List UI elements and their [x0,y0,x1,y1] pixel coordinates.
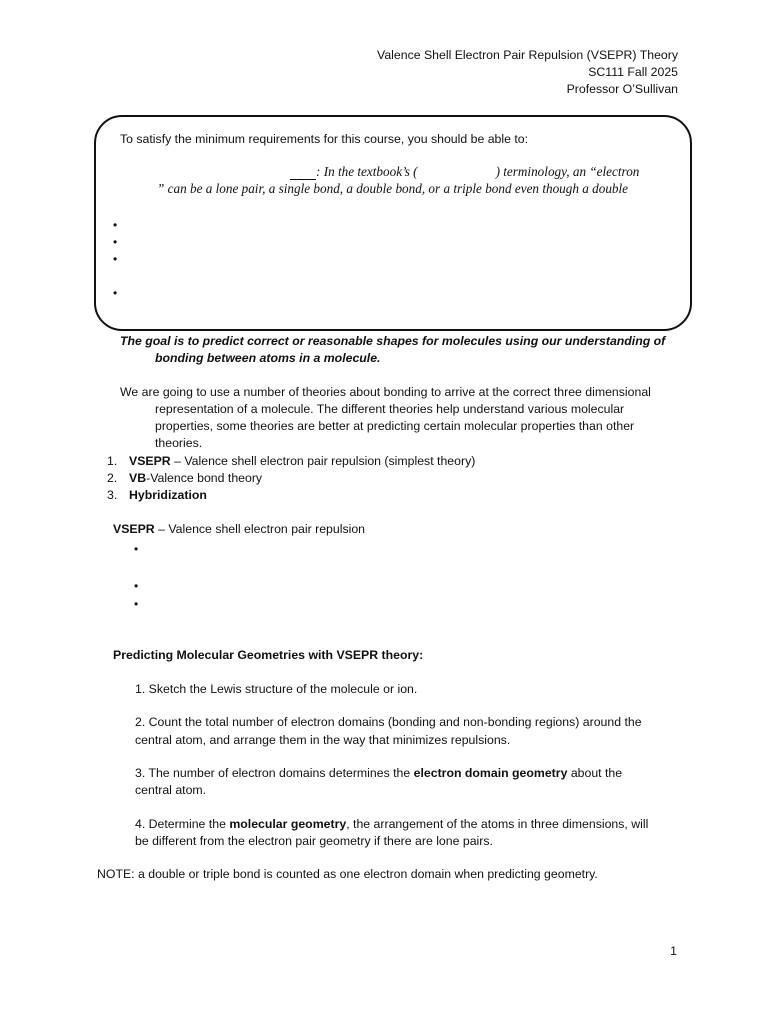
theories-line-4: theories. [155,436,203,450]
theory-item-number: 3. [107,488,118,502]
theories-line-2: representation of a molecule. The different theories help understand various molecular [155,402,625,416]
step-4-text-a: 4. Determine the [135,817,230,831]
step-3-bold: electron domain geometry [413,766,568,780]
step-3-line-1 [135,766,622,780]
step-4-line-1 [135,817,648,831]
vsepr-bullet-3: • [134,597,139,611]
step-4-line-2: be different from the electron pair geometry if there are lone pairs. [135,834,493,848]
vsepr-heading [113,522,365,536]
vsepr-desc: – Valence shell electron pair repulsion [154,522,366,536]
theory-item-number: 1. [107,454,118,468]
predicting-heading: Predicting Molecular Geometries with VSEPR theory: [113,648,424,662]
theories-line-1: We are going to use a number of theories about bonding to arrive at the correct three dimensional [120,385,651,399]
step-2-line-2: central atom, and arrange them in the way that minimizes repulsions. [135,733,511,747]
objective-bullet-1: • [113,218,118,232]
objective-bullet-3: • [113,252,118,266]
header-course: SC111 Fall 2025 [588,65,678,79]
goal-line-1: The goal is to predict correct or reasonable shapes for molecules using our understanding of [120,334,666,348]
theory-item-term: VB [129,471,147,485]
textbook-line-2: ” can be a lone pair, a single bond, a double bond, or a triple bond even though a double [157,181,629,196]
objective-bullet-2: • [113,235,118,249]
goal-line-2: bonding between atoms in a molecule. [155,351,381,365]
step-3-line-2: central atom. [135,783,207,797]
step-3-text-b: about the [567,766,623,780]
step-3-text-a: 3. The number of electron domains determines the [135,766,414,780]
objective-bullet-4: • [113,286,118,300]
theory-item-desc: -Valence bond theory [146,471,263,485]
theory-item-term: Hybridization [129,488,207,502]
header-title: Valence Shell Electron Pair Repulsion (VSEPR) Theory [377,48,678,62]
page-number: 1 [670,944,677,958]
theory-item-1 [107,454,475,468]
vsepr-bullet-1: • [134,542,139,556]
textbook-line-1 [290,164,639,180]
theory-item-3 [107,488,207,502]
step-4-text-b: , the arrangement of the atoms in three dimensions, will [346,817,649,831]
theory-item-2 [107,471,262,485]
step-2-line-1: 2. Count the total number of electron domains (bonding and non-bonding regions) around the [135,715,642,729]
theory-item-number: 2. [107,471,118,485]
textbook-line-1b: ) terminology, an “electron [495,164,640,179]
header-professor: Professor O’Sullivan [566,82,678,96]
theory-item-term: VSEPR [129,454,171,468]
step-4-bold: molecular geometry [229,817,347,831]
blank-underline [290,166,316,180]
objectives-intro: To satisfy the minimum requirements for this course, you should be able to: [120,132,529,146]
vsepr-term: VSEPR [113,522,155,536]
document-header [377,47,678,98]
vsepr-bullet-2: • [134,579,139,593]
objectives-box [94,115,692,331]
note: NOTE: a double or triple bond is counted as one electron domain when predicting geometry. [97,867,598,881]
step-1: 1. Sketch the Lewis structure of the molecule or ion. [135,682,418,696]
textbook-line-1a: : In the textbook’s ( [316,164,418,179]
theory-item-desc: – Valence shell electron pair repulsion (simplest theory) [170,454,476,468]
theories-line-3: properties, some theories are better at predicting certain molecular properties than other [155,419,635,433]
